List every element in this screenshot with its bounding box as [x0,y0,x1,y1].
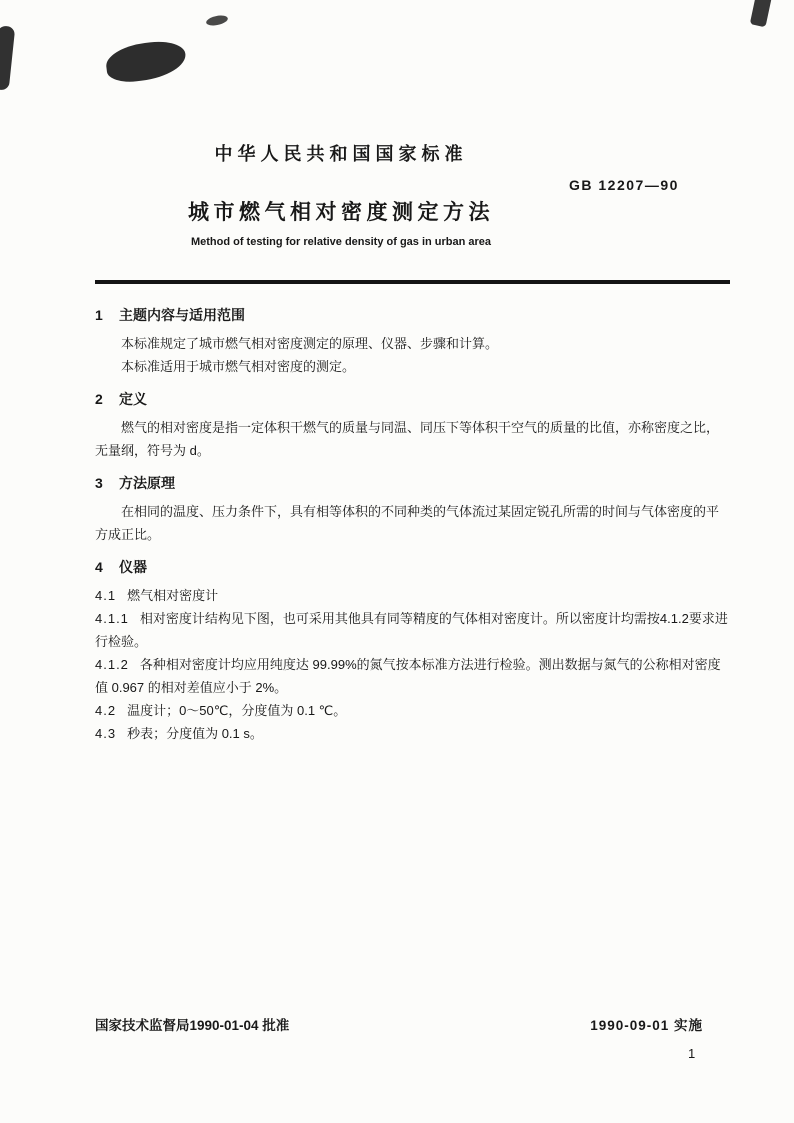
clause [95,722,731,745]
section-principle [95,472,731,546]
section-scope [95,304,731,378]
scan-artifact [104,38,188,84]
section-instruments [95,556,731,745]
standard-code: GB 12207—90 [569,177,679,193]
clause-text: 秒表；分度值为 0.1 s。 [127,726,263,741]
section-heading [95,472,731,495]
document-body [95,294,731,745]
clause-text: 燃气相对密度计 [127,588,219,603]
document-title: 城市燃气相对密度测定方法 [188,201,494,224]
section-definition [95,388,731,462]
section-number: 3 [95,475,103,491]
section-number: 4 [95,559,103,575]
body-paragraph: 燃气的相对密度是指一定体积干燃气的质量与同温、同压下等体积干空气的质量的比值，亦称密度之比，无量纲，符号为 d。 [95,420,720,458]
clause [95,653,731,699]
document-subtitle-en: Method of testing for relative density of gas in urban area [190,236,492,248]
clause-number: 4.1 [95,588,117,603]
section-number: 1 [95,307,103,323]
clause-number: 4.1.2 [95,657,129,672]
document-footer [95,1014,731,1034]
section-title: 主题内容与适用范围 [119,307,245,323]
approval-note: 国家技术监督局1990-01-04 批准 [95,1018,290,1033]
body-paragraph: 在相同的温度、压力条件下，具有相等体积的不同种类的气体流过某固定锐孔所需的时间与气体密度的平方成正比。 [95,504,720,542]
section-title: 定义 [119,391,147,407]
body-paragraph: 本标准规定了城市燃气相对密度测定的原理、仪器、步骤和计算。 [121,336,499,351]
clause [95,584,731,607]
body-paragraph: 本标准适用于城市燃气相对密度的测定。 [121,359,356,374]
scan-artifact [205,14,228,27]
clause [95,699,731,722]
section-title: 仪器 [119,559,147,575]
page-number: 1 [688,1046,696,1061]
clause-text: 相对密度计结构见下图，也可采用其他具有同等精度的气体相对密度计。所以密度计均需按4.1.2要求进行检验。 [95,611,728,649]
section-title: 方法原理 [119,475,175,491]
clause-text: 温度计；0～50℃，分度值为 0.1 ℃。 [127,703,347,718]
section-heading [95,556,731,579]
clause-number: 4.1.1 [95,611,129,626]
clause-text: 各种相对密度计均应用纯度达 99.99%的氮气按本标准方法进行检验。测出数据与氮气的公称相对密度值 0.967 的相对差值应小于 2%。 [95,657,721,695]
clause [95,607,731,653]
clause-number: 4.3 [95,726,117,741]
standard-type-heading: 中华人民共和国国家标准 [214,144,468,164]
section-number: 2 [95,391,103,407]
section-heading [95,388,731,411]
implementation-note: 1990-09-01 实施 [590,1018,703,1033]
header-divider [95,280,730,284]
section-heading [95,304,731,327]
clause-number: 4.2 [95,703,117,718]
scan-artifact [750,0,773,27]
scan-artifact [0,25,15,90]
